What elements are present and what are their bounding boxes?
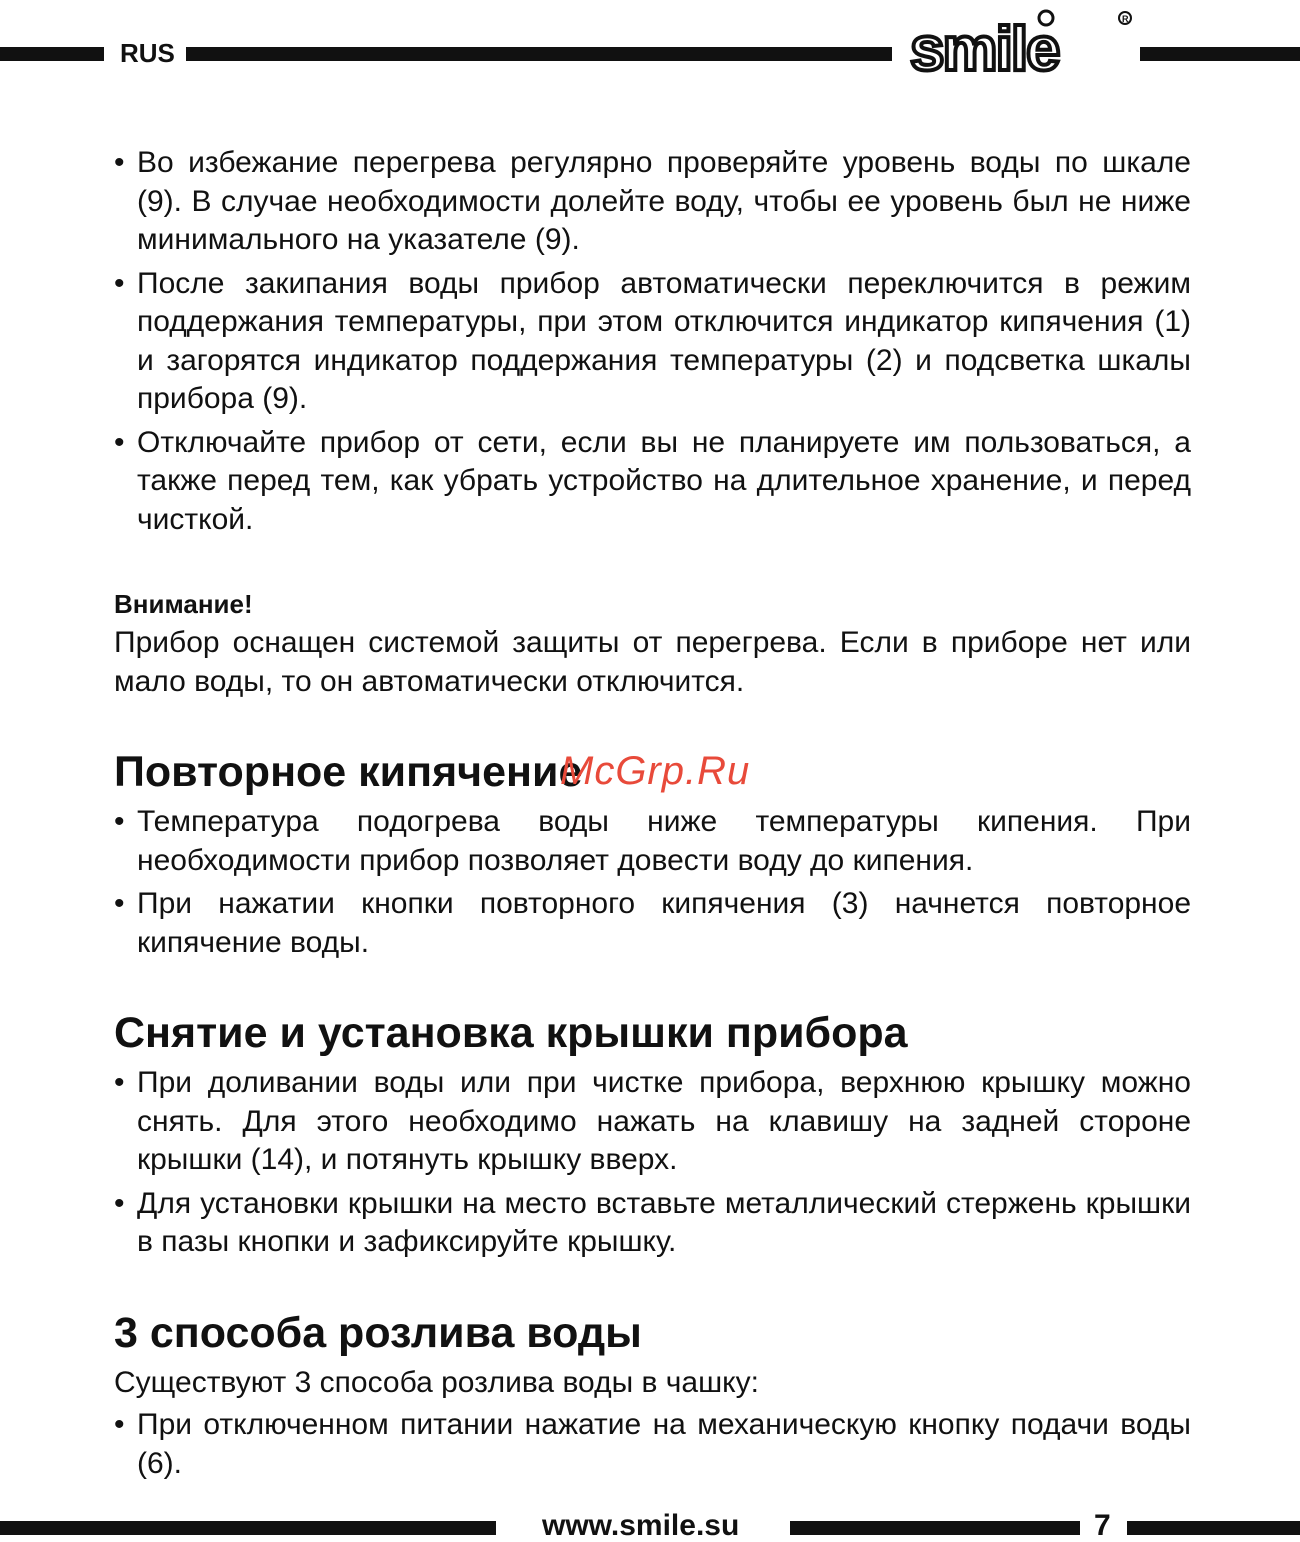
list-item: • Температура подогрева воды ниже температуры кипения. При необходимости прибор позволяет довести воду до кипения. <box>114 803 1191 880</box>
list-item: • При отключенном питании нажатие на механическую кнопку подачи воды (6). <box>114 1406 1191 1483</box>
section-title-dispense: 3 способа розлива воды <box>114 1308 642 1357</box>
dispense-bullet-list <box>114 1406 1191 1483</box>
dispense-intro: Существуют 3 способа розлива воды в чашку: <box>114 1365 759 1399</box>
footer-website-link[interactable]: www.smile.su <box>542 1509 740 1542</box>
svg-text:smile: smile <box>910 15 1059 80</box>
section-title-reboil: Повторное кипячение <box>114 748 583 796</box>
header-rule-left <box>0 47 104 61</box>
list-item: • После закипания воды прибор автоматически переключится в режим поддержания температуры, при этом отключится индикатор кипячения (1) и загорятся индикатор поддержания температуры (2) и подсветка шкалы прибора (9). <box>114 265 1191 419</box>
header-rule-right <box>1140 47 1300 61</box>
svg-text:R: R <box>1122 14 1129 24</box>
smile-logo <box>906 4 1138 80</box>
footer-rule-middle <box>790 1521 1080 1535</box>
list-item: • При доливании воды или при чистке прибора, верхнюю крышку можно снять. Для этого необходимо нажать на клавишу на задней стороне крышки (14), и потянуть крышку вверх. <box>114 1064 1191 1180</box>
list-item: • Во избежание перегрева регулярно проверяйте уровень воды по шкале (9). В случае необходимости долейте воду, чтобы ее уровень был не ниже минимального на указателе (9). <box>114 144 1191 260</box>
section-title-lid: Снятие и установка крышки прибора <box>114 1009 908 1057</box>
intro-bullet-list <box>114 144 1191 539</box>
warning-title: Внимание! <box>114 589 253 619</box>
lid-bullet-list <box>114 1064 1191 1262</box>
watermark: McGrp.Ru <box>560 749 751 793</box>
footer-rule-left <box>0 1521 496 1535</box>
document-body <box>114 144 1191 1488</box>
list-item: • Для установки крышки на место вставьте металлический стержень крышки в пазы кнопки и зафиксируйте крышку. <box>114 1185 1191 1262</box>
header-rule-middle <box>186 47 892 61</box>
list-item: • Отключайте прибор от сети, если вы не планируете им пользоваться, а также перед тем, как убрать устройство на длительное хранение, и перед чисткой. <box>114 424 1191 540</box>
list-item: • При нажатии кнопки повторного кипячения (3) начнется повторное кипячение воды. <box>114 885 1191 962</box>
language-label: RUS <box>120 38 175 68</box>
warning-text: Прибор оснащен системой защиты от перегрева. Если в приборе нет или мало воды, то он автоматически отключится. <box>114 626 1191 698</box>
footer-rule-right <box>1127 1521 1300 1535</box>
page-number: 7 <box>1094 1509 1111 1542</box>
reboil-bullet-list <box>114 803 1191 962</box>
